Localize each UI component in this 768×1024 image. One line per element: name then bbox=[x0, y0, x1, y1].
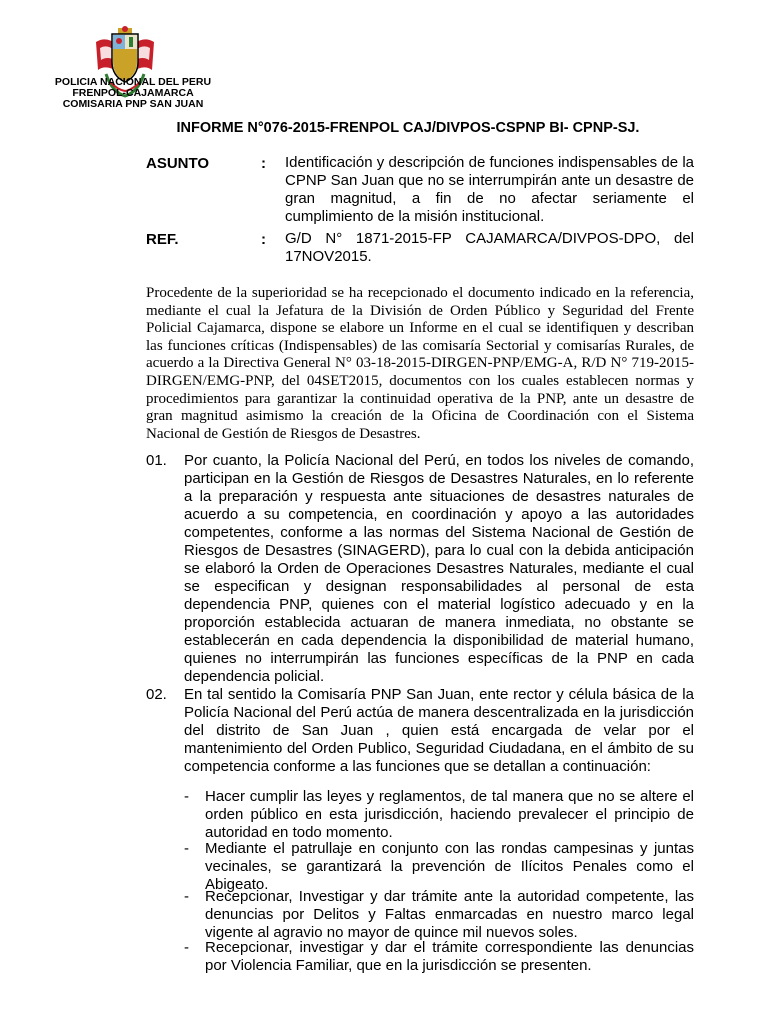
bullet-text-2: Mediante el patrullaje en conjunto con las rondas campesinas y juntas vecinales, se garantizará la prevención de Ilícitos Penales como el Abigeato. bbox=[205, 840, 694, 893]
paragraph-02-text: En tal sentido la Comisaría PNP San Juan, ente rector y célula básica de la Policía Nacional del Perú actúa de manera descentralizada en la jurisdicción del distrito de San Juan , quien está encargada de velar por el mantenimiento del Orden Publico, Seguridad Ciudadana, en el ámbito de su competencia conforme a las funciones que se detallan a continuación: bbox=[184, 686, 694, 775]
paragraph-number-01: 01. bbox=[146, 452, 167, 469]
bullet-dash-4: - bbox=[184, 939, 189, 956]
asunto-colon: : bbox=[261, 155, 266, 172]
paragraph-01-text: Por cuanto, la Policía Nacional del Perú, en todos los niveles de comando, participan en la Gestión de Riesgos de Desastres Naturales, en lo referente a la preparación y respuesta ante situaciones de desastres naturales de acuerdo a su competencia, en coordinación y apoyo a las autoridades competentes, conforme a las normas del Sistema Nacional de Gestión de Riesgos de Desastres (SINAGERD), para lo cual con la debida anticipación se elaboró la Orden de Operaciones Desastres Naturales, mediante el cual se especifican y designan responsabilidades al personal de esta dependencia PNP, quienes con el material logístico adecuado y en la proporción establecida actuaran de manera inmediata, no obstante se establecerán en cada dependencia la disponibilidad de material humano, quienes no interrumpirán las funciones específicas de la PNP en cada dependencia policial. bbox=[184, 452, 694, 685]
header-line-1: POLICIA NACIONAL DEL PERU bbox=[54, 76, 212, 88]
ref-label: REF. bbox=[146, 231, 179, 248]
paragraph-number-02: 02. bbox=[146, 686, 167, 703]
bullet-text-1: Hacer cumplir las leyes y reglamentos, de tal manera que no se altere el orden público en esta jurisdicción, haciendo prevalecer el principio de autoridad en todo momento. bbox=[205, 788, 694, 841]
bullet-text-4: Recepcionar, investigar y dar el trámite correspondiente las denuncias por Violencia Familiar, que en la jurisdicción se presenten. bbox=[205, 939, 694, 974]
ref-text: G/D N° 1871-2015-FP CAJAMARCA/DIVPOS-DPO, del 17NOV2015. bbox=[285, 230, 694, 265]
header-line-3: COMISARIA PNP SAN JUAN bbox=[62, 98, 204, 110]
report-title: INFORME N°076-2015-FRENPOL CAJ/DIVPOS-CSPNP BI- CPNP-SJ. bbox=[176, 120, 640, 136]
intro-paragraph: Procedente de la superioridad se ha recepcionado el documento indicado en la referencia, mediante el cual la Jefatura de la División de Orden Público y Seguridad del Frente Policial Cajamarca, dispone se elabore un Informe en el cual se identifiquen y describan las funciones críticas (Indispensables) de las comisaría Sectorial y comisarías Rurales, de acuerdo a la Directiva General N° 03-18-2015-DIRGEN-PNP/EMG-A, R/D N° 719-2015-DIRGEN/EMG-PNP, del 04SET2015, documentos con los cuales establecen normas y procedimientos para garantizar la continuidad operativa de la PNP, ante un desastre de gran magnitud asimismo la creación de la Oficina de Coordinación con el Sistema Nacional de Gestión de Riesgos de Desastres. bbox=[146, 285, 694, 442]
bullet-dash-2: - bbox=[184, 840, 189, 857]
header-line-2: FRENPOL-CAJAMARCA bbox=[72, 87, 194, 99]
bullet-text-3: Recepcionar, Investigar y dar trámite ante la autoridad competente, las denuncias por Delitos y Faltas enmarcadas en nuestro marco legal vigente al agravio no mayor de quince mil nuevos soles. bbox=[205, 888, 694, 941]
asunto-label: ASUNTO bbox=[146, 155, 210, 172]
institution-header bbox=[28, 77, 238, 110]
ref-colon: : bbox=[261, 231, 266, 248]
bullet-dash-1: - bbox=[184, 788, 189, 805]
bullet-dash-3: - bbox=[184, 888, 189, 905]
asunto-text: Identificación y descripción de funciones indispensables de la CPNP San Juan que no se interrumpirán ante un desastre de gran magnitud, a fin de no afectar seriamente el cumplimiento de la misión institucional. bbox=[285, 154, 694, 225]
